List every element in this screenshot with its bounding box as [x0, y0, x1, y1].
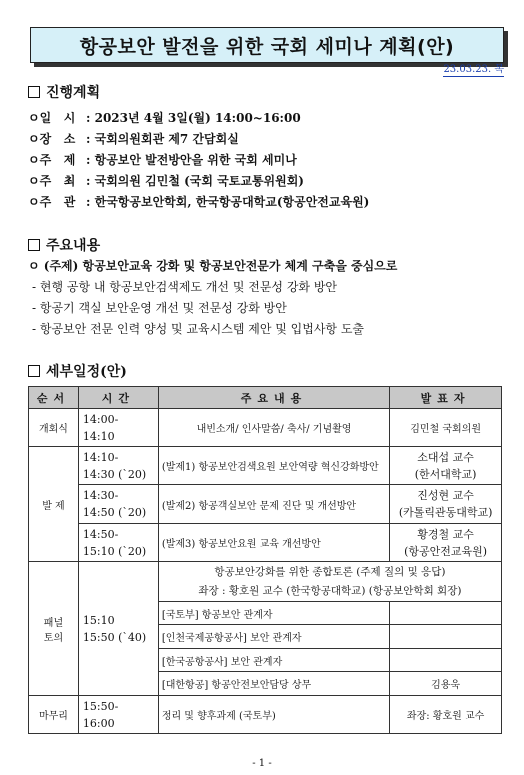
header-order: 순서 — [29, 387, 79, 409]
plan-item: ㅇ주 최 : 국회의원 김민철 (국회 국토교통위원회) — [28, 174, 304, 188]
section-content-heading — [28, 235, 100, 255]
table-row — [29, 447, 502, 485]
table-row — [29, 696, 502, 734]
table-row — [29, 562, 502, 602]
table-row — [29, 524, 502, 562]
content-list — [28, 256, 397, 340]
content-main: ㅇ (주제) 항공보안교육 강화 및 항공보안전문가 체계 구축을 중심으로 — [28, 259, 398, 273]
speaker-cell: 김용욱 — [390, 672, 502, 696]
content-sub-item: - 항공보안 전문 인력 양성 및 교육시스템 제안 및 입법사항 도출 — [32, 322, 365, 336]
time-cell: 15:10 15:50 (`40) — [78, 562, 158, 696]
content-cell: 정리 및 향후과제 (국토부) — [158, 696, 389, 734]
content-sub-item: - 현행 공항 내 항공보안검색제도 개선 및 전문성 강화 방안 — [32, 280, 338, 294]
content-cell: (발제1) 항공보안검색요원 보안역량 혁신강화방안 — [158, 447, 389, 485]
table-row — [29, 409, 502, 447]
content-cell: 내빈소개/ 인사말씀/ 축사/ 기념촬영 — [158, 409, 389, 447]
section-schedule-heading — [28, 361, 127, 381]
speaker-cell: 황경철 교수 (항공안전교육원) — [390, 524, 502, 562]
content-sub-item: - 항공기 객실 보안운영 개선 및 전문성 강화 방안 — [32, 301, 287, 315]
plan-item: ㅇ장 소 : 국회의원회관 제7 간담회실 — [28, 132, 239, 146]
table-row — [29, 485, 502, 524]
speaker-cell: 김민철 국회의원 — [390, 409, 502, 447]
header-content: 주요내용 — [158, 387, 389, 409]
time-cell: 14:10- 14:30 (`20) — [78, 447, 158, 485]
time-cell: 14:30- 14:50 (`20) — [78, 485, 158, 524]
content-cell: [대한항공] 항공안전보안담당 상무 — [158, 672, 389, 696]
document-title: 항공보안 발전을 위한 국회 세미나 계획(안) — [79, 35, 455, 58]
order-cell: 패널 토의 — [29, 562, 79, 696]
content-cell: [국토부] 항공보안 관계자 — [158, 602, 389, 625]
schedule-table — [28, 386, 502, 734]
section-content-title: 주요내용 — [46, 238, 101, 254]
time-cell: 15:50- 16:00 — [78, 696, 158, 734]
page-number: - 1 - — [252, 758, 272, 769]
order-cell: 발 제 — [29, 447, 79, 562]
speaker-cell: 진성현 교수 (카톨릭관동대학교) — [390, 485, 502, 524]
table-header-row — [29, 387, 502, 409]
section-plan-title: 진행계획 — [46, 85, 101, 101]
document-date: 23.03.23. 목 — [443, 64, 504, 75]
plan-item: ㅇ일 시 : 2023년 4월 3일(월) 14:00~16:00 — [28, 111, 301, 125]
speaker-cell — [390, 602, 502, 625]
speaker-cell — [390, 649, 502, 672]
document-title-box — [30, 27, 504, 63]
speaker-cell: 소대섭 교수 (한서대학교) — [390, 447, 502, 485]
content-cell: [한국공항공사] 보안 관계자 — [158, 649, 389, 672]
section-plan-heading — [28, 82, 100, 102]
speaker-cell: 좌장: 황호원 교수 — [390, 696, 502, 734]
content-cell: (발제3) 항공보안요원 교육 개선방안 — [158, 524, 389, 562]
header-time: 시간 — [78, 387, 158, 409]
time-cell: 14:50- 15:10 (`20) — [78, 524, 158, 562]
section-schedule-title: 세부일정(안) — [46, 364, 127, 380]
order-cell: 개회식 — [29, 409, 79, 447]
content-cell: [인천국제공항공사] 보안 관계자 — [158, 625, 389, 649]
checkbox-square-icon — [28, 86, 40, 98]
checkbox-square-icon — [28, 365, 40, 377]
plan-item: ㅇ주 관 : 한국항공보안학회, 한국항공대학교(항공안전교육원) — [28, 195, 370, 209]
content-cell: (발제2) 항공객실보안 문제 진단 및 개선방안 — [158, 485, 389, 524]
plan-item: ㅇ주 제 : 항공보안 발전방안을 위한 국회 세미나 — [28, 153, 297, 167]
header-speaker: 발표자 — [390, 387, 502, 409]
panel-intro-cell: 항공보안강화를 위한 종합토론 (주제 질의 및 응답) 좌장 : 황호원 교수 (한국항공대학교) (항공보안학회 회장) — [158, 562, 501, 602]
checkbox-square-icon — [28, 239, 40, 251]
speaker-cell — [390, 625, 502, 649]
plan-list — [28, 108, 369, 213]
order-cell: 마무리 — [29, 696, 79, 734]
time-cell: 14:00- 14:10 — [78, 409, 158, 447]
